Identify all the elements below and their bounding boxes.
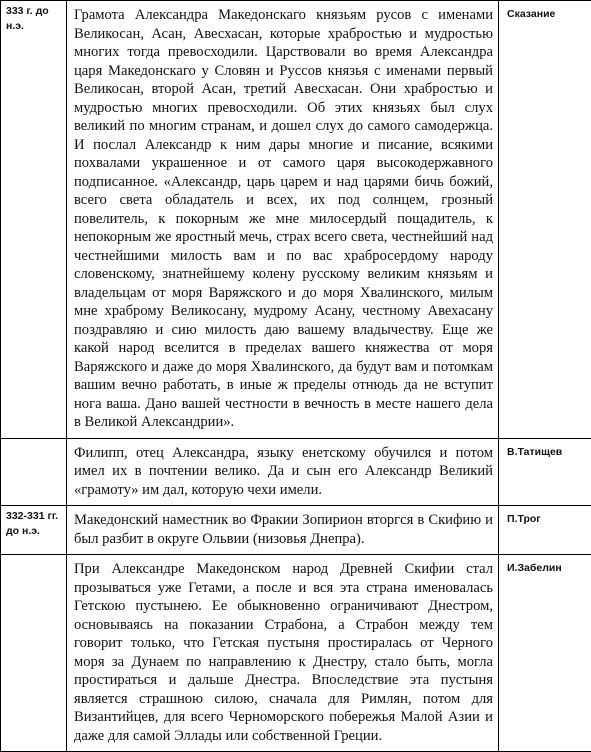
date-cell xyxy=(1,438,67,506)
date-cell xyxy=(1,555,67,752)
text-cell: Грамота Александра Македонскаго князьям русов с именами Великосан, Асан, Авесхасан, которые храбростью и мудростью многих тогда превосходили. Царствовали во время Александра царя Македонскаго у Словян и Руссов князья с именами первый Великосан, второй Асан, третий Авесхасан. Они храбростью и мудростью многих превосходили. Об этих князьях был слух великий по многим странам, и дошел слух до самого самодержца. И послал Александр к ним дары многие и писание, всякими похвалами украшенное и от самого царя высокодержавного подписанное. «Александр, царь царем и над царями бичь божий, всего света обладатель и всех, их под солнцем, грозный повелитель, к покорным же мне милосердый пощадитель, к непокорным же яростный мечь, страх всего света, честнейший над честнейшими милость вам и по вас храбросердому народу словенскому, знатнейшему колену русскому великим князьям и владельцам от моря Варяжского и до моря Хвалинского, милым мне храброму Великосану, мудрому Асану, честному Авехасану поздравляю и сию милость даю вашему владычеству. Еще же какой народ вселится в пределах вашего княжества от моря Варяжского и даже до моря Хвалинского, да будут вам и потомкам вашим вечно работать, в иные ж пределы отнюдь да не вступит нога ваша. Дано вашей честности в вечность в месте нашего дела в Великой Александрии». xyxy=(67,1,499,439)
date-cell: 333 г. до н.э. xyxy=(1,1,67,439)
source-cell: В.Татищев xyxy=(499,438,591,506)
text-cell: Филипп, отец Александра, языку енетскому обучился и потом имел их в почтении велико. Да и сын его Александр Великий «грамоту» им дал, которую чехи имели. xyxy=(67,438,499,506)
table-row xyxy=(1,438,591,506)
table-row xyxy=(1,1,591,439)
text-cell: При Александре Македонском народ Древней Скифии стал прозываться уже Гетами, а после и вся эта страна именовалась Гетскою пустынею. Ее обыкновенно ограничивают Днестром, основываясь на показании Страбона, а Страбон между тем говорит только, что Гетская пустыня простиралась от Черного моря за Дунаем по направлению к Днестру, стало быть, могла простираться и дальше Днестра. Впоследствие эта пустыня является страшною силою, сначала для Римлян, потом для Византийцев, для всего Черноморского побережья Малой Азии и даже для самой Эллады или собственной Греции. xyxy=(67,555,499,752)
table-row xyxy=(1,506,591,555)
source-cell: И.Забелин xyxy=(499,555,591,752)
date-cell: 332-331 гг. до н.э. xyxy=(1,506,67,555)
source-cell: П.Трог xyxy=(499,506,591,555)
text-cell: Македонский наместник во Фракии Зопирион вторгся в Скифию и был разбит в округе Ольвии (низовья Днепра). xyxy=(67,506,499,555)
table-row xyxy=(1,555,591,752)
source-cell: Сказание xyxy=(499,1,591,439)
